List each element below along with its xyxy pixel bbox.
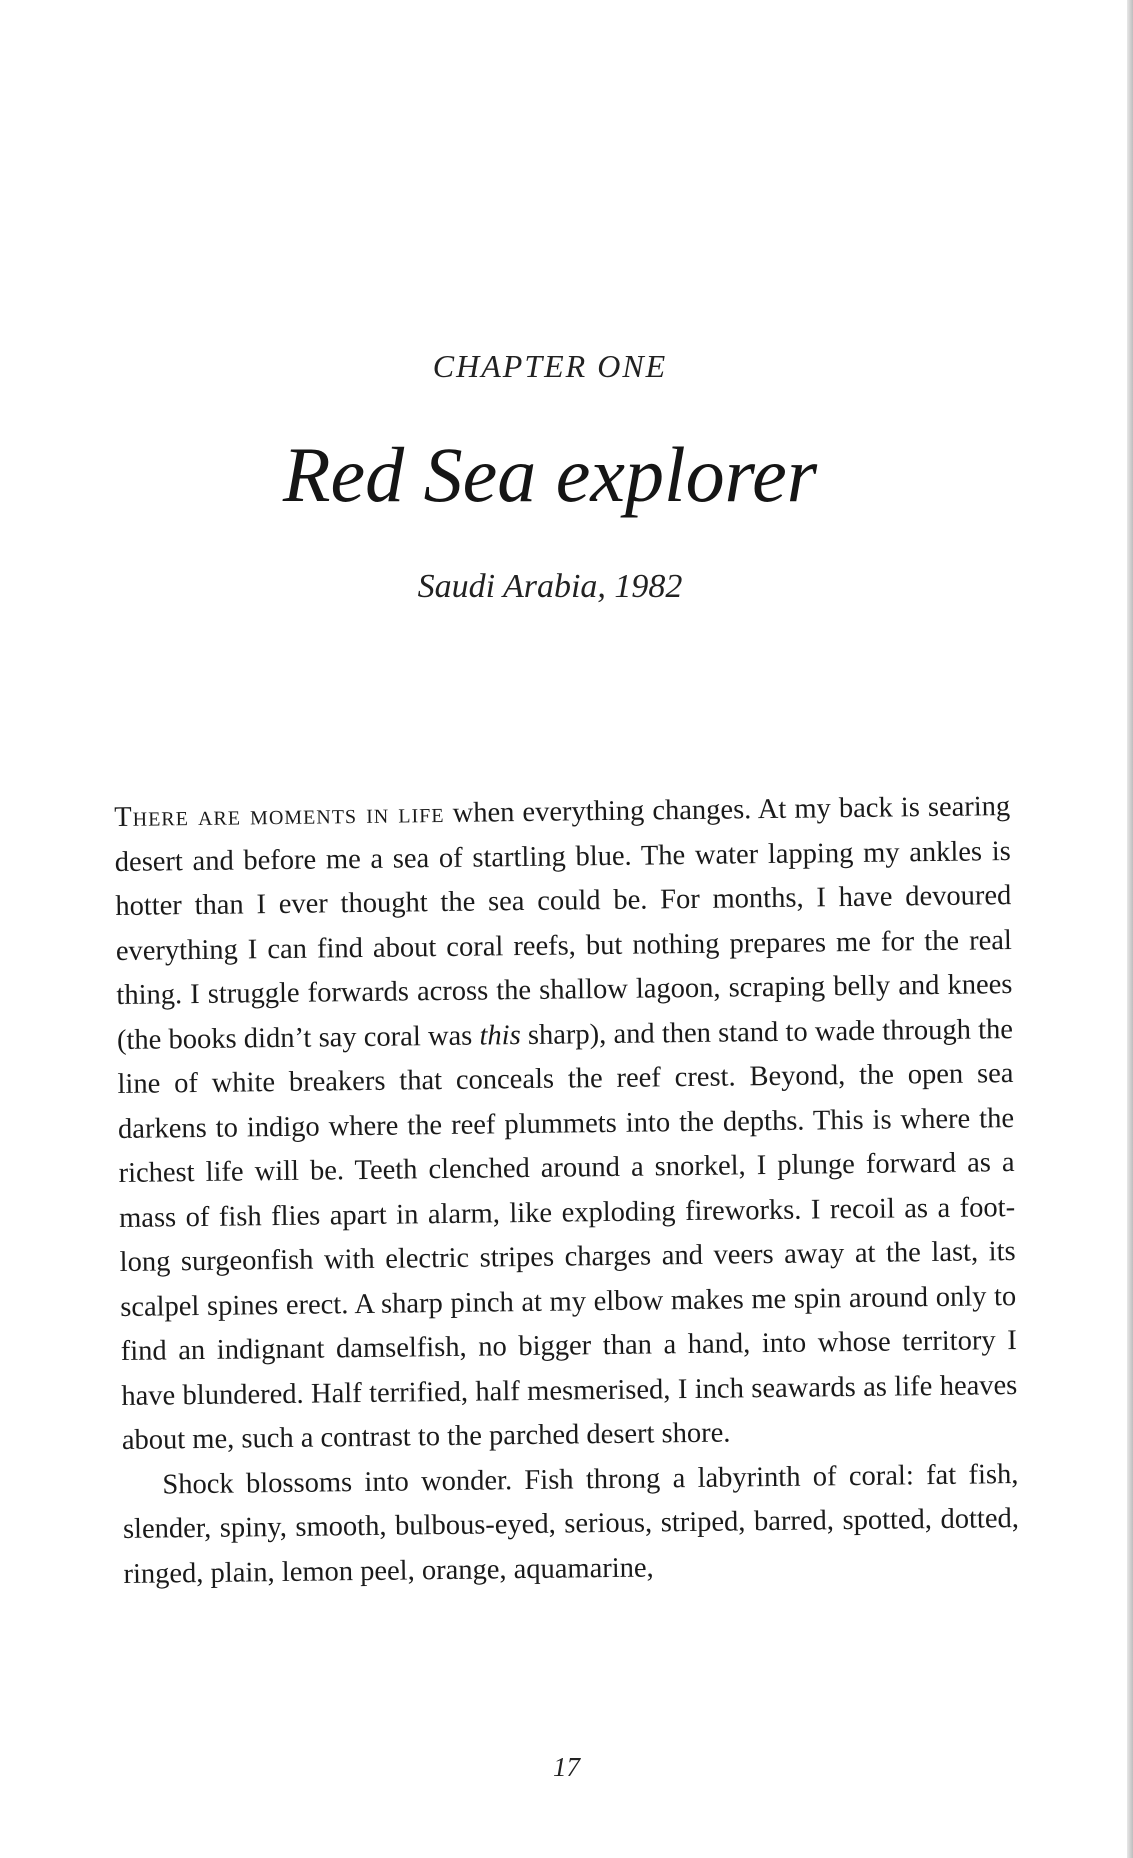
page-number: 17 (553, 1752, 580, 1782)
chapter-label: CHAPTER ONE (432, 348, 668, 384)
chapter-subtitle: Saudi Arabia, 1982 (417, 568, 683, 605)
body-text (114, 785, 1020, 1597)
paragraph-1-part-1: when everything changes. At my back is searing desert and before me a sea of startling blue. The water lapping my ankles is hotter than I ever thought the sea could be. For months, I have devoured everything I can find about coral reefs, but nothing prepares me for the real thing. I struggle forwards across the shallow lagoon, scraping belly and knees (the books didn’t say coral was (114, 791, 1013, 1056)
chapter-title: Red Sea explorer (282, 431, 818, 518)
paragraph-1 (114, 785, 1018, 1463)
paragraph-1-lead: There are moments in life (114, 797, 445, 833)
paragraph-2: Shock blossoms into wonder. Fish throng a labyrinth of coral: fat fish, slender, spiny, smooth, bulbous-eyed, serious, striped, barred, spotted, dotted, ringed, plain, lemon peel, orange, aquamarine, (122, 1458, 1020, 1590)
paragraph-1-emphasis: this (479, 1019, 521, 1052)
paragraph-1-part-2: sharp), and then stand to wade through the line of white breakers that conceals the reef crest. Beyond, the open sea darkens to indigo where the reef plummets into the depths. This is where the richest life will be. Teeth clenched around a snorkel, I plunge forward as a mass of fish flies apart in alarm, like exploding fireworks. I recoil as a foot-long surgeonfish with electric stripes charges and veers away at the last, its scalpel spines erect. A sharp pinch at my elbow makes me spin around only to find an indignant damselfish, no bigger than a hand, into whose territory I have blundered. Half terrified, half mesmerised, I inch seawards as life heaves about me, such a contrast to the parched desert shore. (117, 1013, 1018, 1456)
page-edge-shadow (1127, 0, 1133, 1858)
